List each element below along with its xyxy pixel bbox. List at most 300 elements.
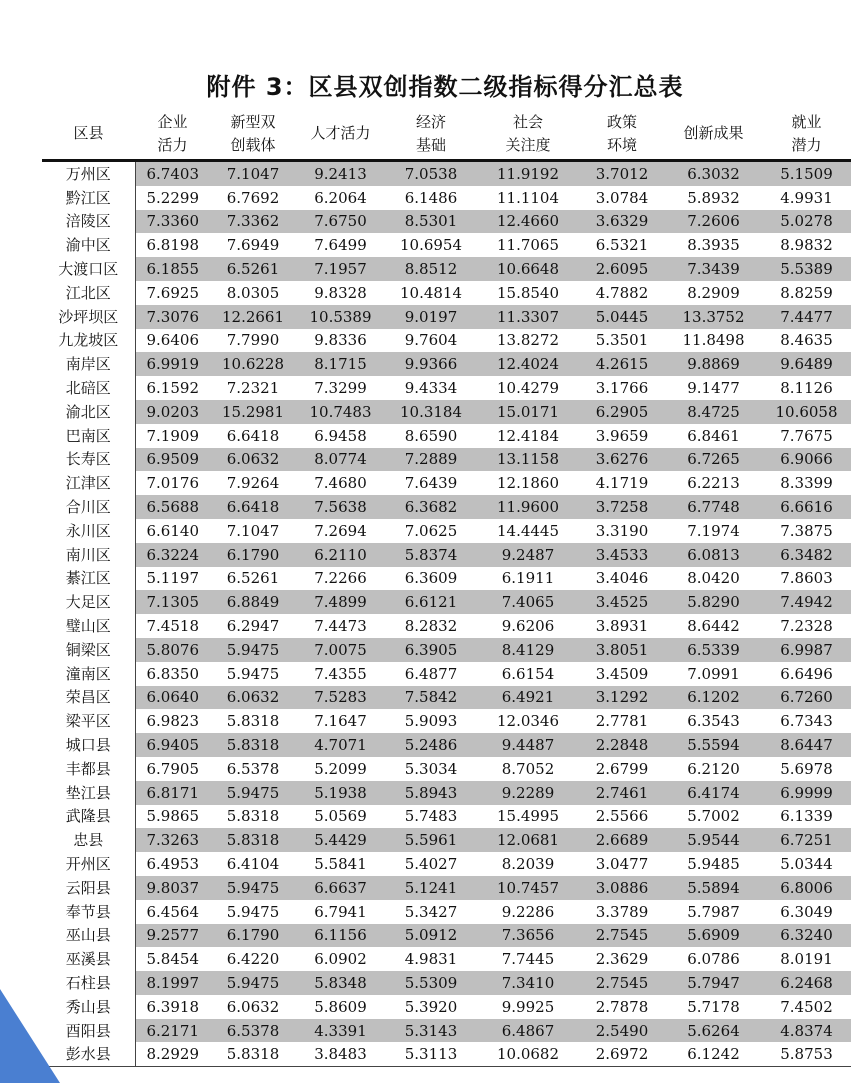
score-cell: 8.4635 bbox=[780, 331, 833, 350]
score-cell: 6.1790 bbox=[210, 543, 296, 567]
score-cell: 5.6264 bbox=[665, 1019, 762, 1043]
table-row bbox=[42, 519, 851, 543]
score-cell: 6.6121 bbox=[385, 590, 477, 614]
score-cell: 4.3391 bbox=[296, 1019, 385, 1043]
score-cell: 6.8350 bbox=[146, 664, 199, 683]
score-cell: 6.2213 bbox=[687, 474, 740, 493]
table-row bbox=[42, 947, 851, 971]
score-cell: 7.7445 bbox=[501, 950, 555, 969]
score-cell: 6.2171 bbox=[135, 1019, 210, 1043]
column-header-line: 潜力 bbox=[791, 135, 822, 154]
score-cell: 7.5283 bbox=[296, 686, 385, 710]
table-row bbox=[42, 686, 851, 710]
score-cell: 7.3360 bbox=[135, 210, 210, 234]
score-cell: 8.0305 bbox=[226, 283, 280, 302]
score-cell: 6.2110 bbox=[296, 543, 385, 567]
score-cell: 6.8461 bbox=[687, 426, 740, 445]
score-cell: 9.9925 bbox=[501, 997, 555, 1016]
score-cell: 6.8198 bbox=[146, 236, 199, 255]
score-cell: 9.2413 bbox=[296, 161, 385, 186]
score-cell: 5.7947 bbox=[665, 971, 762, 995]
score-cell: 6.9823 bbox=[146, 712, 199, 731]
score-cell: 5.5841 bbox=[314, 855, 367, 873]
score-cell: 3.7012 bbox=[579, 161, 665, 186]
score-cell: 6.8849 bbox=[210, 590, 296, 614]
score-cell: 8.1715 bbox=[296, 352, 385, 376]
score-cell: 5.8076 bbox=[135, 638, 210, 662]
score-cell: 7.5842 bbox=[385, 686, 477, 710]
score-cell: 7.4899 bbox=[296, 590, 385, 614]
score-cell: 5.8943 bbox=[385, 781, 477, 805]
score-cell: 7.1909 bbox=[146, 426, 199, 445]
district-name-cell: 巫山县 bbox=[42, 924, 135, 948]
score-cell: 7.0991 bbox=[687, 664, 740, 683]
score-cell: 3.4509 bbox=[595, 664, 649, 683]
score-cell: 6.2947 bbox=[226, 617, 280, 636]
score-cell: 7.4518 bbox=[146, 617, 199, 636]
score-cell: 7.3439 bbox=[665, 257, 762, 281]
score-cell: 7.4502 bbox=[780, 997, 833, 1016]
score-cell: 5.9093 bbox=[404, 712, 458, 731]
score-cell: 12.4024 bbox=[477, 352, 579, 376]
score-cell: 12.4184 bbox=[496, 426, 560, 445]
score-cell: 7.4355 bbox=[314, 664, 367, 683]
score-cell: 6.7692 bbox=[226, 188, 280, 207]
column-header bbox=[579, 108, 665, 161]
score-cell: 6.1202 bbox=[665, 686, 762, 710]
score-cell: 7.2328 bbox=[780, 617, 833, 636]
column-header bbox=[477, 108, 579, 161]
table-row bbox=[42, 876, 851, 900]
score-cell: 5.8374 bbox=[385, 543, 477, 567]
score-cell: 7.1047 bbox=[226, 521, 280, 540]
score-cell: 7.4065 bbox=[477, 590, 579, 614]
score-cell: 9.9366 bbox=[385, 352, 477, 376]
score-cell: 6.3682 bbox=[385, 495, 477, 519]
district-name-cell: 石柱县 bbox=[42, 971, 135, 995]
score-cell: 5.9475 bbox=[210, 638, 296, 662]
district-name-cell: 北碚区 bbox=[42, 376, 135, 400]
score-cell: 15.4995 bbox=[496, 807, 560, 826]
score-cell: 9.6206 bbox=[501, 617, 555, 636]
score-cell: 2.5566 bbox=[595, 807, 649, 826]
score-cell: 5.3920 bbox=[404, 997, 458, 1016]
score-cell: 6.1156 bbox=[296, 924, 385, 948]
score-cell: 8.2039 bbox=[501, 855, 555, 873]
score-cell: 7.6439 bbox=[404, 474, 458, 493]
district-name-cell: 渝中区 bbox=[42, 233, 135, 257]
score-cell: 6.2905 bbox=[579, 400, 665, 424]
score-cell: 7.9264 bbox=[226, 474, 280, 493]
score-cell: 3.1766 bbox=[595, 379, 649, 398]
score-cell: 10.0682 bbox=[477, 1042, 579, 1066]
column-header-line: 就业 bbox=[791, 112, 822, 131]
score-cell: 6.4174 bbox=[665, 781, 762, 805]
score-cell: 5.3143 bbox=[385, 1019, 477, 1043]
score-cell: 5.3427 bbox=[404, 902, 458, 921]
district-name-cell: 綦江区 bbox=[42, 567, 135, 591]
table-row bbox=[42, 781, 851, 805]
score-cell: 2.7781 bbox=[595, 712, 649, 731]
score-cell: 9.4334 bbox=[404, 379, 458, 398]
score-cell: 5.9475 bbox=[210, 876, 296, 900]
score-cell: 5.3034 bbox=[404, 759, 458, 778]
score-cell: 8.4725 bbox=[665, 400, 762, 424]
score-cell: 7.4477 bbox=[762, 305, 851, 329]
district-name-cell: 潼南区 bbox=[42, 662, 135, 686]
district-name-cell: 忠县 bbox=[42, 828, 135, 852]
score-cell: 6.6418 bbox=[210, 495, 296, 519]
score-cell: 7.3263 bbox=[135, 828, 210, 852]
score-cell: 6.6637 bbox=[296, 876, 385, 900]
score-cell: 5.8753 bbox=[762, 1042, 851, 1066]
table-row bbox=[42, 376, 851, 400]
score-cell: 5.6909 bbox=[665, 924, 762, 948]
score-cell: 3.8483 bbox=[296, 1042, 385, 1066]
score-cell: 6.1911 bbox=[501, 569, 555, 588]
table-row bbox=[42, 329, 851, 353]
score-cell: 11.1104 bbox=[496, 188, 560, 207]
score-cell: 8.9832 bbox=[780, 236, 833, 255]
score-cell: 6.2468 bbox=[762, 971, 851, 995]
score-cell: 6.7260 bbox=[762, 686, 851, 710]
score-cell: 6.6154 bbox=[501, 664, 555, 683]
score-cell: 2.2848 bbox=[579, 733, 665, 757]
score-cell: 5.8318 bbox=[226, 807, 280, 826]
table-row bbox=[42, 757, 851, 781]
score-cell: 8.3935 bbox=[687, 236, 740, 255]
column-header-line: 新型双 bbox=[230, 112, 276, 131]
score-cell: 6.7251 bbox=[762, 828, 851, 852]
score-cell: 6.1790 bbox=[210, 924, 296, 948]
score-cell: 5.8318 bbox=[210, 1042, 296, 1066]
score-cell: 5.5961 bbox=[385, 828, 477, 852]
score-cell: 3.4533 bbox=[579, 543, 665, 567]
score-cell: 5.0569 bbox=[314, 807, 367, 826]
score-cell: 5.0278 bbox=[762, 210, 851, 234]
table-row bbox=[42, 210, 851, 234]
score-cell: 8.8259 bbox=[780, 283, 833, 302]
score-cell: 6.6496 bbox=[780, 664, 833, 683]
score-cell: 11.9600 bbox=[477, 495, 579, 519]
score-cell: 5.4027 bbox=[404, 855, 458, 873]
district-name-cell: 彭水县 bbox=[42, 1042, 135, 1066]
score-cell: 6.3609 bbox=[404, 569, 458, 588]
score-cell: 5.9475 bbox=[210, 971, 296, 995]
table-row bbox=[42, 852, 851, 876]
score-cell: 5.8318 bbox=[210, 828, 296, 852]
district-name-cell: 丰都县 bbox=[42, 757, 135, 781]
score-cell: 8.0191 bbox=[780, 950, 833, 969]
score-cell: 5.0445 bbox=[579, 305, 665, 329]
score-cell: 5.9865 bbox=[146, 807, 199, 826]
score-cell: 2.5490 bbox=[579, 1019, 665, 1043]
score-cell: 6.3482 bbox=[762, 543, 851, 567]
table-row bbox=[42, 971, 851, 995]
score-cell: 5.8290 bbox=[665, 590, 762, 614]
score-cell: 7.2889 bbox=[385, 448, 477, 472]
score-cell: 6.8006 bbox=[762, 876, 851, 900]
score-cell: 4.9931 bbox=[780, 188, 833, 207]
score-cell: 13.8272 bbox=[496, 331, 560, 350]
score-cell: 7.7990 bbox=[226, 331, 280, 350]
score-cell: 5.8932 bbox=[687, 188, 740, 207]
score-cell: 6.3543 bbox=[687, 712, 740, 731]
score-cell: 4.7071 bbox=[296, 733, 385, 757]
district-name-cell: 铜梁区 bbox=[42, 638, 135, 662]
district-name-cell: 大渡口区 bbox=[42, 257, 135, 281]
score-cell: 11.9192 bbox=[477, 161, 579, 186]
score-cell: 6.0632 bbox=[210, 686, 296, 710]
table-row bbox=[42, 1042, 851, 1066]
score-cell: 7.6925 bbox=[146, 283, 199, 302]
score-cell: 8.2929 bbox=[135, 1042, 210, 1066]
score-cell: 7.2606 bbox=[665, 210, 762, 234]
district-name-cell: 城口县 bbox=[42, 733, 135, 757]
score-cell: 9.2487 bbox=[477, 543, 579, 567]
score-cell: 8.5301 bbox=[385, 210, 477, 234]
district-name-cell: 奉节县 bbox=[42, 900, 135, 924]
table-row bbox=[42, 257, 851, 281]
table-row bbox=[42, 924, 851, 948]
column-header-line: 区县 bbox=[73, 124, 104, 142]
score-cell: 5.8609 bbox=[314, 997, 367, 1016]
score-cell: 10.7483 bbox=[296, 400, 385, 424]
column-header-line: 政策 bbox=[606, 112, 637, 131]
score-cell: 2.6799 bbox=[595, 759, 649, 778]
score-cell: 7.3410 bbox=[477, 971, 579, 995]
score-cell: 3.8931 bbox=[595, 617, 649, 636]
score-cell: 6.2120 bbox=[687, 759, 740, 778]
table-row bbox=[42, 638, 851, 662]
score-cell: 6.6418 bbox=[226, 426, 280, 445]
score-cell: 13.3752 bbox=[665, 305, 762, 329]
score-cell: 6.6140 bbox=[146, 521, 199, 540]
score-cell: 5.8318 bbox=[210, 733, 296, 757]
score-cell: 7.4473 bbox=[314, 617, 367, 636]
score-cell: 5.2299 bbox=[146, 188, 199, 207]
score-cell: 6.4104 bbox=[226, 855, 280, 873]
score-cell: 7.1047 bbox=[210, 161, 296, 186]
score-cell: 7.6949 bbox=[226, 236, 280, 255]
score-cell: 4.1719 bbox=[595, 474, 649, 493]
score-cell: 6.5261 bbox=[226, 569, 280, 588]
table-row bbox=[42, 448, 851, 472]
table-row bbox=[42, 614, 851, 638]
table-row bbox=[42, 400, 851, 424]
district-name-cell: 万州区 bbox=[42, 161, 135, 186]
district-name-cell: 巴南区 bbox=[42, 424, 135, 448]
score-cell: 10.6058 bbox=[762, 400, 851, 424]
score-cell: 5.9475 bbox=[226, 902, 280, 921]
score-cell: 7.3362 bbox=[210, 210, 296, 234]
score-cell: 6.0632 bbox=[210, 448, 296, 472]
district-name-cell: 璧山区 bbox=[42, 614, 135, 638]
score-cell: 14.4445 bbox=[496, 521, 560, 540]
score-cell: 9.2286 bbox=[501, 902, 555, 921]
score-cell: 5.1197 bbox=[146, 569, 199, 588]
score-cell: 6.0632 bbox=[226, 997, 280, 1016]
score-cell: 6.4564 bbox=[146, 902, 199, 921]
district-name-cell: 永川区 bbox=[42, 519, 135, 543]
score-cell: 12.1860 bbox=[496, 474, 560, 493]
score-cell: 6.5321 bbox=[595, 236, 649, 255]
score-cell: 6.5339 bbox=[665, 638, 762, 662]
table-row bbox=[42, 471, 851, 495]
district-name-cell: 武隆县 bbox=[42, 805, 135, 829]
score-cell: 3.0784 bbox=[595, 188, 649, 207]
district-name-cell: 酉阳县 bbox=[42, 1019, 135, 1043]
score-cell: 2.6095 bbox=[579, 257, 665, 281]
score-cell: 10.7457 bbox=[477, 876, 579, 900]
score-cell: 6.4877 bbox=[404, 664, 458, 683]
score-cell: 10.4279 bbox=[496, 379, 560, 398]
score-cell: 6.7748 bbox=[665, 495, 762, 519]
score-cell: 6.5378 bbox=[226, 759, 280, 778]
table-body bbox=[42, 161, 851, 1067]
score-cell: 6.1242 bbox=[665, 1042, 762, 1066]
score-cell: 8.1126 bbox=[780, 379, 833, 398]
score-cell: 7.3875 bbox=[780, 521, 833, 540]
score-cell: 6.9066 bbox=[762, 448, 851, 472]
score-cell: 8.6442 bbox=[687, 617, 740, 636]
score-cell: 6.9405 bbox=[135, 733, 210, 757]
score-cell: 10.6228 bbox=[210, 352, 296, 376]
score-cell: 3.3789 bbox=[595, 902, 649, 921]
score-cell: 7.2321 bbox=[226, 379, 280, 398]
score-cell: 8.6447 bbox=[762, 733, 851, 757]
district-name-cell: 涪陵区 bbox=[42, 210, 135, 234]
score-cell: 6.3918 bbox=[146, 997, 199, 1016]
score-cell: 6.3049 bbox=[780, 902, 833, 921]
score-cell: 10.4814 bbox=[399, 283, 463, 302]
district-name-cell: 荣昌区 bbox=[42, 686, 135, 710]
score-cell: 3.9659 bbox=[595, 426, 649, 445]
column-header-line: 企业 bbox=[157, 112, 188, 131]
score-cell: 6.5378 bbox=[210, 1019, 296, 1043]
score-cell: 4.2615 bbox=[579, 352, 665, 376]
score-cell: 2.6972 bbox=[579, 1042, 665, 1066]
score-cell: 7.5638 bbox=[296, 495, 385, 519]
score-cell: 6.1339 bbox=[780, 807, 833, 826]
score-cell: 10.6954 bbox=[399, 236, 463, 255]
score-cell: 8.0774 bbox=[296, 448, 385, 472]
score-cell: 6.0813 bbox=[665, 543, 762, 567]
score-cell: 3.4525 bbox=[579, 590, 665, 614]
score-cell: 6.1592 bbox=[146, 379, 199, 398]
score-cell: 5.7987 bbox=[687, 902, 740, 921]
district-name-cell: 南岸区 bbox=[42, 352, 135, 376]
score-cell: 6.3224 bbox=[135, 543, 210, 567]
score-cell: 11.8498 bbox=[682, 331, 745, 350]
score-cell: 3.0477 bbox=[595, 855, 649, 873]
table-row bbox=[42, 567, 851, 591]
score-cell: 6.9458 bbox=[314, 426, 367, 445]
column-header-line: 关注度 bbox=[505, 135, 551, 154]
table-row bbox=[42, 495, 851, 519]
score-cell: 11.7065 bbox=[496, 236, 560, 255]
score-cell: 9.8037 bbox=[135, 876, 210, 900]
score-cell: 6.7905 bbox=[146, 759, 199, 778]
score-cell: 3.6329 bbox=[579, 210, 665, 234]
score-cell: 8.1997 bbox=[135, 971, 210, 995]
score-cell: 2.6689 bbox=[579, 828, 665, 852]
score-cell: 7.1305 bbox=[135, 590, 210, 614]
column-header bbox=[135, 108, 210, 161]
score-cell: 7.6750 bbox=[296, 210, 385, 234]
score-cell: 5.2099 bbox=[314, 759, 367, 778]
score-cell: 9.8328 bbox=[314, 283, 367, 302]
score-cell: 5.1509 bbox=[762, 161, 851, 186]
score-cell: 12.0681 bbox=[477, 828, 579, 852]
score-cell: 6.0640 bbox=[135, 686, 210, 710]
district-name-cell: 云阳县 bbox=[42, 876, 135, 900]
table-row bbox=[42, 305, 851, 329]
score-cell: 9.2577 bbox=[135, 924, 210, 948]
score-cell: 2.7878 bbox=[595, 997, 649, 1016]
score-cell: 5.5309 bbox=[385, 971, 477, 995]
score-cell: 7.0625 bbox=[404, 521, 458, 540]
score-cell: 7.7675 bbox=[780, 426, 833, 445]
score-cell: 7.0538 bbox=[385, 161, 477, 186]
district-name-cell: 秀山县 bbox=[42, 995, 135, 1019]
score-cell: 8.0420 bbox=[687, 569, 740, 588]
score-cell: 5.8454 bbox=[146, 950, 199, 969]
score-cell: 5.5389 bbox=[762, 257, 851, 281]
column-header-line: 环境 bbox=[606, 135, 637, 154]
column-header-line: 人才活力 bbox=[310, 124, 371, 142]
column-header-line: 经济 bbox=[415, 112, 446, 131]
column-header-line: 创新成果 bbox=[683, 124, 744, 142]
score-cell: 5.4429 bbox=[296, 828, 385, 852]
score-cell: 7.3656 bbox=[477, 924, 579, 948]
score-cell: 9.8336 bbox=[314, 331, 367, 350]
page-title: 附件 3：区县双创指数二级指标得分汇总表 bbox=[206, 73, 684, 101]
score-cell: 3.1292 bbox=[579, 686, 665, 710]
score-cell: 9.8869 bbox=[665, 352, 762, 376]
score-cell: 3.4046 bbox=[595, 569, 649, 588]
score-cell: 6.6616 bbox=[762, 495, 851, 519]
score-cell: 5.8348 bbox=[296, 971, 385, 995]
score-cell: 15.0171 bbox=[477, 400, 579, 424]
district-name-cell: 合川区 bbox=[42, 495, 135, 519]
score-cell: 9.0203 bbox=[135, 400, 210, 424]
column-header-line: 基础 bbox=[415, 135, 446, 154]
district-name-cell: 开州区 bbox=[42, 852, 135, 876]
score-cell: 6.3240 bbox=[762, 924, 851, 948]
score-cell: 7.4942 bbox=[762, 590, 851, 614]
score-cell: 11.3307 bbox=[477, 305, 579, 329]
score-cell: 6.5688 bbox=[135, 495, 210, 519]
score-cell: 10.6648 bbox=[477, 257, 579, 281]
table-row bbox=[42, 828, 851, 852]
column-header-line: 创载体 bbox=[230, 135, 276, 154]
table-row bbox=[42, 662, 851, 686]
score-cell: 8.4129 bbox=[477, 638, 579, 662]
score-cell: 2.3629 bbox=[595, 950, 649, 969]
table-row bbox=[42, 543, 851, 567]
score-cell: 4.7882 bbox=[595, 283, 649, 302]
district-name-cell: 巫溪县 bbox=[42, 947, 135, 971]
score-cell: 5.9475 bbox=[210, 781, 296, 805]
score-cell: 6.0786 bbox=[687, 950, 740, 969]
table-row bbox=[42, 709, 851, 733]
score-cell: 8.6590 bbox=[404, 426, 458, 445]
score-cell: 8.7052 bbox=[501, 759, 555, 778]
score-cell: 7.8603 bbox=[780, 569, 833, 588]
table-row bbox=[42, 186, 851, 210]
score-cell: 6.8171 bbox=[135, 781, 210, 805]
